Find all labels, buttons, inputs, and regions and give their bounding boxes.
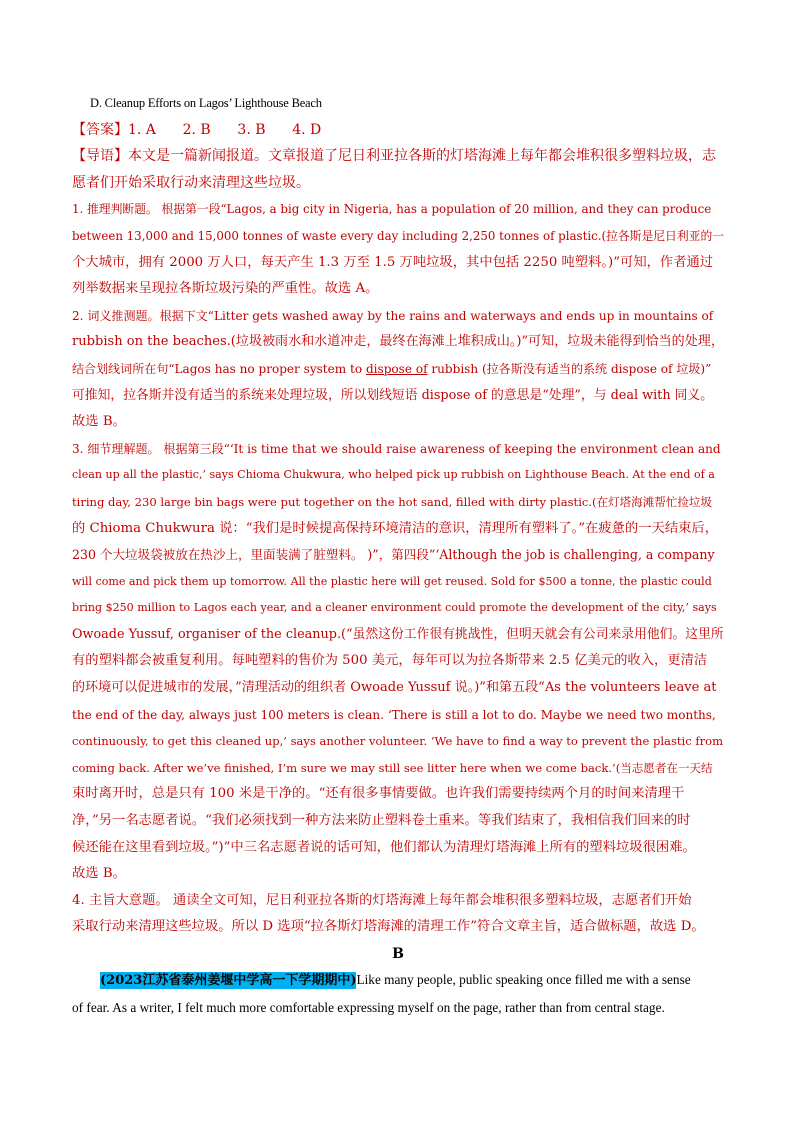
underlined-phrase: dispose of — [365, 361, 428, 376]
q2-line: rubbish on the beaches.(垃圾被雨水和水道冲走，最终在海滩上堆积成山。)”可知，垃圾未能得到恰当的处理， — [72, 334, 724, 350]
q3-line: bring $250 million to Lagos each year, and a cleaner environment could promote the development of the city,’ says — [72, 601, 717, 615]
answer-label: 【答案】 — [72, 121, 128, 138]
q4-line: 采取行动来清理这些垃圾。所以 D 选项“拉各斯灯塔海滩的清理工作”符合文章主旨，适合做标题，故选 D。 — [72, 919, 705, 935]
q4-explanation — [72, 888, 724, 941]
q3-line: tiring day, 230 large bin bags were put together on the hot sand, filled with dirty plastic.(在灯塔海滩帮忙捡垃圾 — [72, 494, 713, 509]
guide-line: 愿者们开始采取行动来清理这些垃圾。 — [72, 174, 310, 191]
q1-line: 1. 推理判断题。 根据第一段“Lagos, a big city in Nigeria, has a population of 20 million, and they can produce — [72, 202, 712, 217]
q3-line: coming back. After we’ve finished, I’m sure we may still see litter here when we come back.’(当志愿者在一天结 — [72, 760, 713, 775]
q3-line: 候还能在这里看到垃圾。”)”中三名志愿者说的话可知，他们都认为清理灯塔海滩上所有的塑料垃圾很困难。 — [72, 839, 696, 855]
q2-explanation — [72, 303, 724, 436]
option-d-text: D. Cleanup Efforts on Lagos’ Lighthouse Beach — [90, 96, 322, 110]
answer-text: 1. A 2. B 3. B 4. D — [128, 121, 322, 138]
q1-line: between 13,000 and 15,000 tonnes of waste every day including 2,250 tonnes of plastic.(拉各斯是尼日利亚的一 — [72, 228, 725, 243]
section-heading: B — [392, 946, 404, 962]
guide-paragraph — [72, 143, 724, 196]
passage-b-line: Like many people, public speaking once filled me with a sense — [356, 972, 691, 987]
guide-label: 【导语】 — [72, 148, 128, 165]
q3-line: 的环境可以促进城市的发展，”清理活动的组织者 Owoade Yussuf 说。)”和第五段“As the volunteers leave at — [72, 680, 717, 696]
passage-b-line: of fear. As a writer, I felt much more comfortable expressing myself on the page, rather than from central stage. — [72, 999, 665, 1015]
q3-line: Owoade Yussuf, organiser of the cleanup.(“虽然这份工作很有挑战性，但明天就会有公司来录用他们。这里所 — [72, 626, 724, 642]
q2-line: 可推知，拉各斯并没有适当的系统来处理垃圾，所以划线短语 dispose of 的意思是“处理”，与 deal with 同义。 — [72, 387, 714, 403]
q2-line: 2. 词义推测题。根据下文“Litter gets washed away by the rains and waterways and ends up in mountains of — [72, 308, 714, 323]
q3-line: 230 个大垃圾袋被放在热沙上，里面装满了脏塑料。 )”，第四段“‘Although the job is challenging, a company — [72, 547, 715, 563]
q1-explanation — [72, 196, 724, 302]
passage-b-intro — [72, 967, 724, 1021]
q3-line: 束时离开时，总是只有 100 米是干净的。“还有很多事情要做。也许我们需要持续两个月的时间来清理干 — [72, 786, 685, 802]
q3-line: continuously, to get this cleaned up,’ says another volunteer. ‘We have to find a way to prevent the plastic from — [72, 734, 724, 749]
q3-line: will come and pick them up tomorrow. All the plastic here will get reused. Sold for $500 a tonne, the plastic could — [72, 574, 712, 588]
q2-line: 故选 B。 — [72, 414, 126, 430]
q3-line: 有的塑料都会被重复利用。每吨塑料的售价为 500 美元，每年可以为拉各斯带来 2.5 亿美元的收入，更清洁 — [72, 653, 708, 669]
q3-line: 净，”另一名志愿者说。“我们必须找到一种方法来防止塑料卷土重来。等我们结束了，我相信我们回来的时 — [72, 813, 691, 829]
q2-line: 结合划线词所在句“Lagos has no proper system to dispose of rubbish (拉各斯没有适当的系统 dispose of 垃圾)” — [72, 361, 712, 376]
q3-explanation — [72, 436, 724, 888]
source-tag: (2023江苏省泰州姜堰中学高一下学期期中) — [100, 973, 357, 988]
document-page — [72, 90, 724, 1021]
q1-line: 个大城市，拥有 2000 万人口，每天产生 1.3 万至 1.5 万吨垃圾，其中包括 2250 吨塑料。)”可知，作者通过 — [72, 254, 714, 270]
guide-line: 本文是一篇新闻报道。文章报道了尼日利亚拉各斯的灯塔海滩上每年都会堆积很多塑料垃圾，志 — [128, 148, 716, 165]
q3-line: 3. 细节理解题。 根据第三段“‘It is time that we should raise awareness of keeping the environment clean and — [72, 441, 721, 456]
q4-line: 4. 主旨大意题。 通读全文可知，尼日利亚拉各斯的灯塔海滩上每年都会堆积很多塑料垃圾，志愿者们开始 — [72, 892, 692, 908]
q3-line: the end of the day, always just 100 meters is clean. ‘There is still a lot to do. Maybe we need two months, — [72, 707, 716, 722]
option-d — [72, 90, 724, 117]
q1-line: 列举数据来呈现拉各斯垃圾污染的严重性。故选 A。 — [72, 281, 379, 297]
q3-line: 的 Chioma Chukwura 说：“我们是时候提高保持环境清洁的意识，清理所有塑料了。”在疲惫的一天结束后， — [72, 520, 719, 536]
answer-line — [72, 117, 724, 144]
q3-line: clean up all the plastic,’ says Chioma Chukwura, who helped pick up rubbish on Lighthouse Beach. At the end of a — [72, 468, 715, 482]
q3-line: 故选 B。 — [72, 866, 126, 882]
